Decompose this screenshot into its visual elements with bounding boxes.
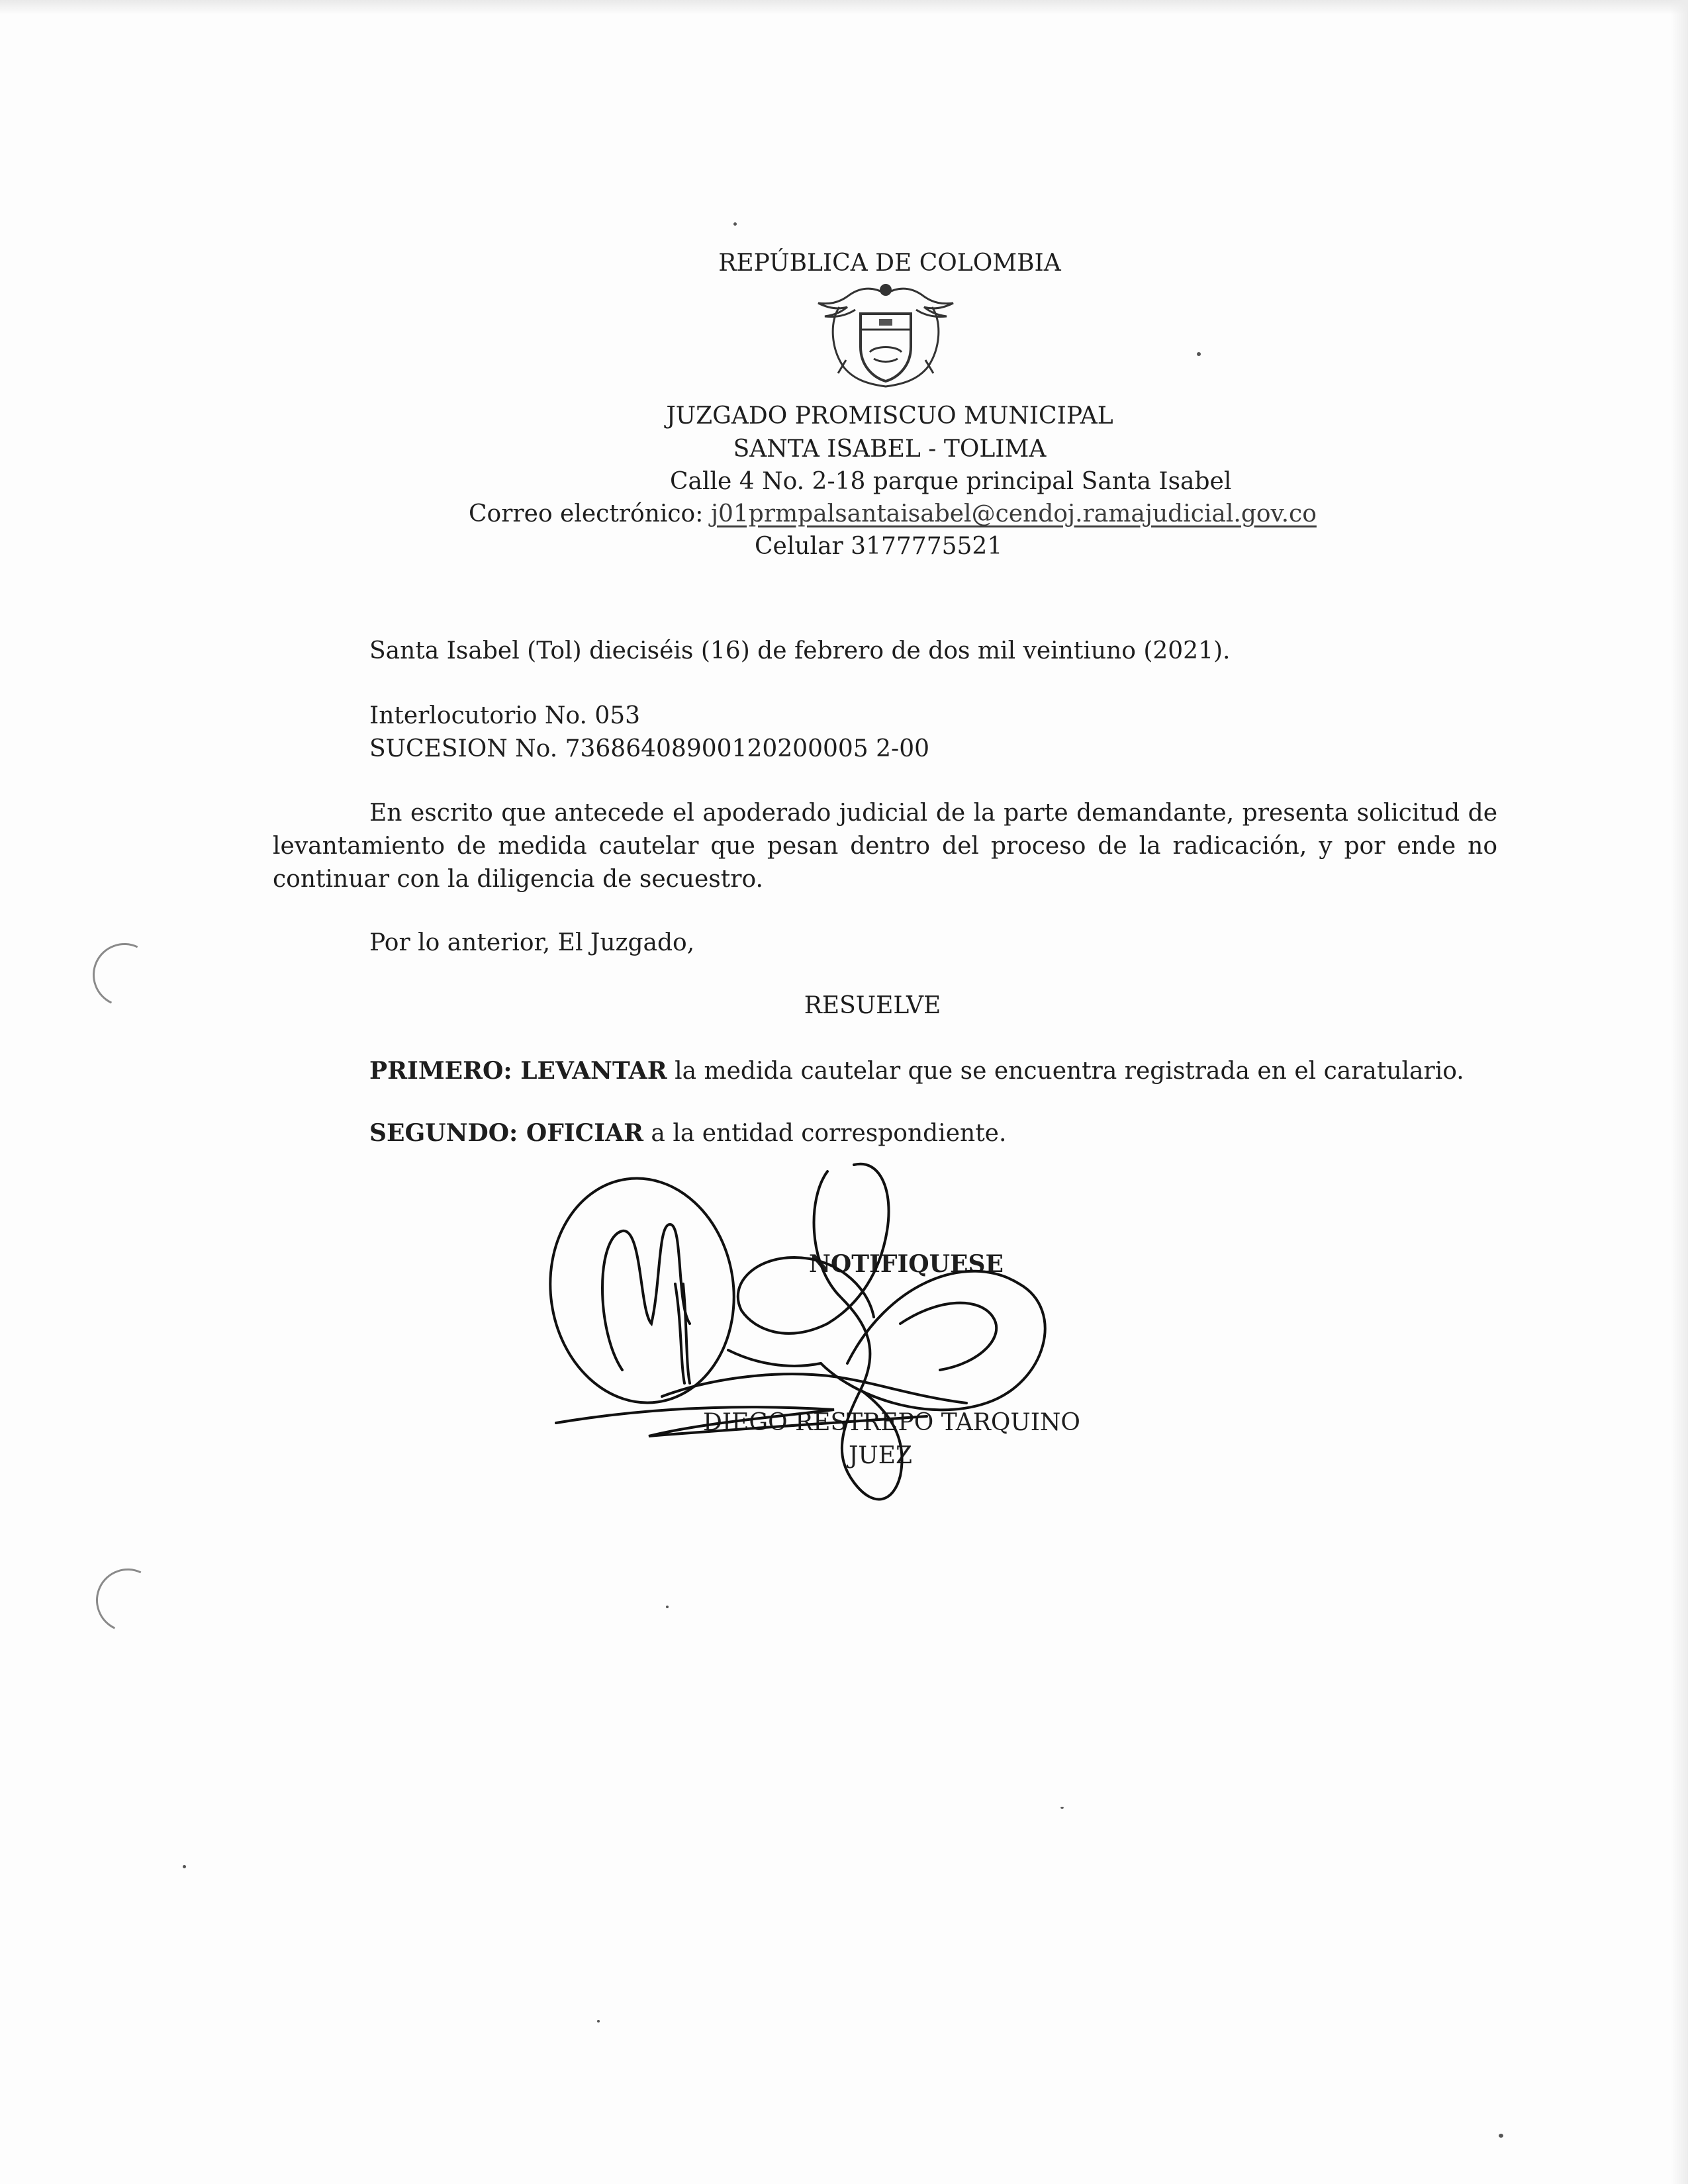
- scan-speck: [1060, 1807, 1064, 1809]
- phone-number: Celular 3177775521: [755, 533, 1003, 560]
- case-number: SUCESION No. 73686408900120200005 2-00: [369, 735, 929, 762]
- primero-label: PRIMERO: LEVANTAR: [369, 1057, 667, 1085]
- court-location: SANTA ISABEL - TOLIMA: [733, 435, 1047, 463]
- email-label: Correo electrónico:: [469, 500, 704, 527]
- court-name: JUZGADO PROMISCUO MUNICIPAL: [666, 402, 1113, 430]
- resolution-segundo: [369, 1118, 1006, 1148]
- scan-speck: [1197, 352, 1201, 356]
- scan-speck: [1499, 2134, 1503, 2138]
- email-link[interactable]: j01prmpalsantaisabel@cendoj.ramajudicial.gov.co: [710, 500, 1317, 527]
- judge-title: JUEZ: [849, 1442, 913, 1469]
- primero-text: la medida cautelar que se encuentra registrada en el caratulario.: [667, 1058, 1464, 1085]
- scan-speck: [733, 222, 737, 226]
- country-heading: REPÚBLICA DE COLOMBIA: [718, 250, 1061, 277]
- email-line: [469, 500, 1317, 529]
- date-line: Santa Isabel (Tol) dieciséis (16) de febrero de dos mil veintiuno (2021).: [369, 637, 1231, 664]
- scan-shadow-right: [1671, 0, 1688, 2184]
- scan-shadow-top: [0, 0, 1688, 15]
- coat-of-arms-seal: [813, 281, 959, 393]
- body-paragraph: En escrito que antecede el apoderado judicial de la parte demandante, presenta solicitud de levantamiento de medida cautelar que pesan dentro del proceso de la radicación, y por ende no continuar con la diligencia de secuestro.: [273, 799, 1497, 893]
- por-lo-anterior: Por lo anterior, El Juzgado,: [369, 929, 695, 956]
- judge-name: DIEGO RESTREPO TARQUINO: [703, 1409, 1080, 1436]
- handwritten-signature: [543, 1152, 1139, 1549]
- resuelve-heading: RESUELVE: [804, 992, 941, 1019]
- notifiquese-label: NOTIFIQUESE: [809, 1250, 1004, 1278]
- resolution-primero: [369, 1056, 1464, 1086]
- court-address: Calle 4 No. 2-18 parque principal Santa Isabel: [670, 468, 1232, 495]
- punch-hole-mark: [83, 934, 165, 1015]
- punch-hole-mark: [87, 1559, 168, 1641]
- scan-speck: [183, 1865, 186, 1868]
- scan-speck: [597, 2020, 600, 2023]
- interlocutorio-number: Interlocutorio No. 053: [369, 702, 641, 729]
- scan-speck: [666, 1606, 669, 1608]
- segundo-text: a la entidad correspondiente.: [643, 1120, 1007, 1147]
- segundo-label: SEGUNDO: OFICIAR: [369, 1119, 643, 1147]
